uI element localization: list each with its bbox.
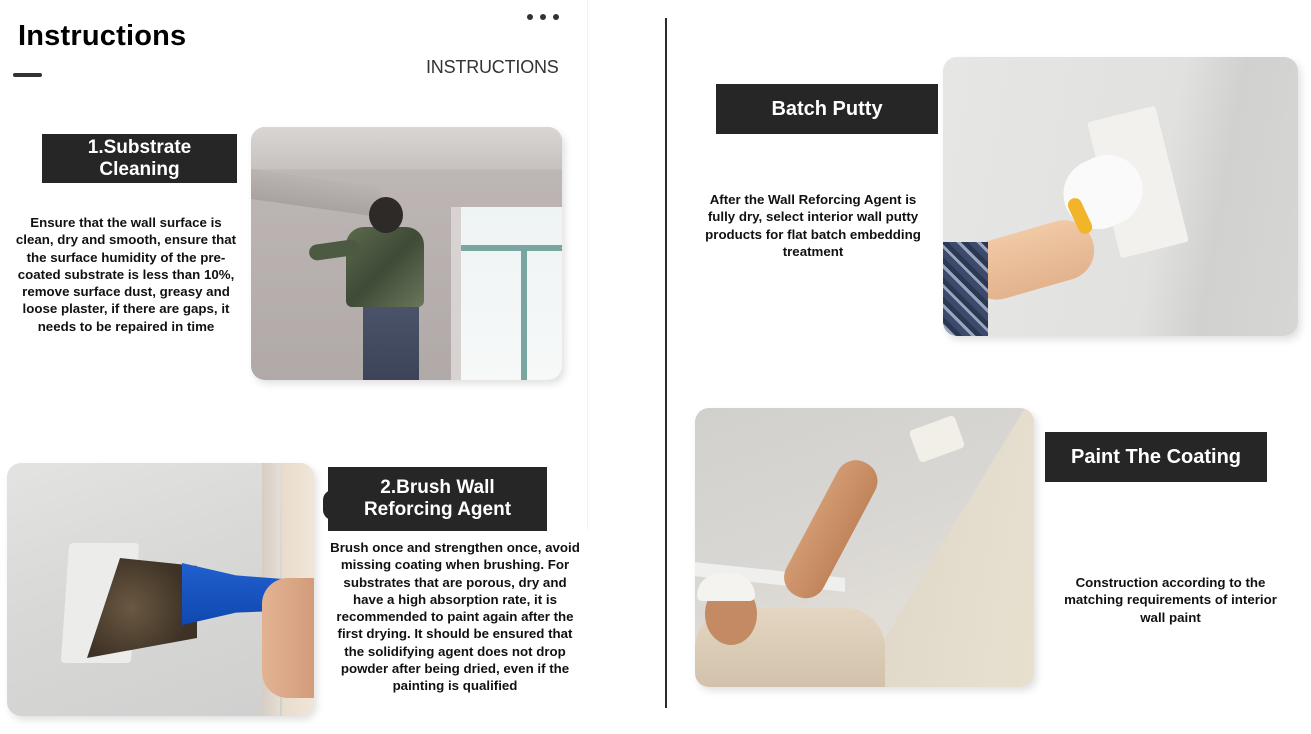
step-1-label-line2: Cleaning (99, 158, 180, 180)
panel-edge (587, 0, 588, 530)
hand (262, 578, 314, 698)
plaid-sleeve (943, 242, 988, 336)
step-2-label-line2: Reforcing Agent (363, 499, 512, 520)
title-underline (13, 73, 42, 77)
step-3-label-text: Batch Putty (771, 97, 883, 120)
step-4-label (1045, 432, 1267, 482)
worker-head (369, 197, 403, 233)
step-4-description: Construction according to the matching requirements of interior wall paint (1064, 575, 1277, 625)
dot (553, 14, 559, 20)
step-1-photo-worker-cleaning-wall (251, 127, 562, 380)
step-3-description: After the Wall Reforcing Agent is fully dry, select interior wall putty products for flat batch embedding treatment (705, 192, 921, 259)
window-frame (461, 245, 562, 251)
step-3-photo-trowel-putty (943, 57, 1298, 336)
step-1-label (42, 134, 237, 183)
section-subtitle: INSTRUCTIONS (426, 57, 559, 77)
window-frame (521, 251, 527, 380)
worker-torso (346, 227, 424, 307)
beam (251, 169, 381, 217)
step-2-label (328, 467, 547, 531)
window (451, 207, 562, 380)
step-1-description: Ensure that the wall surface is clean, dry and smooth, ensure that the surface humidity of the pre-coated substrate is less than 10%, remove surface dust, greasy and loose plaster, if there are gaps, it needs to be repaired in time (15, 215, 237, 334)
step-2-description: Brush once and strengthen once, avoid missing coating when brushing. For substrates that are porous, dry and have a high absorption rate, it is recommended to paint again after the first drying. It should be ensured that the solidifying agent does not drop powder after being dried, even if the painting is qualified (330, 540, 580, 694)
dot (527, 14, 533, 20)
more-options-icon[interactable] (527, 10, 559, 24)
page-title: Instructions (18, 20, 187, 52)
step-1-label-line1: 1.Substrate (87, 136, 192, 158)
ceiling (251, 127, 562, 169)
vertical-divider (665, 18, 667, 708)
worker-legs (363, 305, 419, 380)
step-4-label-text: Paint The Coating (1071, 445, 1241, 468)
step-4-photo-painter (695, 408, 1034, 687)
paint-brush (909, 415, 966, 463)
painter-cap (697, 573, 755, 601)
step-2-label-line1: 2.Brush Wall (380, 477, 495, 499)
step-2-photo-putty-knife (7, 463, 314, 716)
dot (540, 14, 546, 20)
step-3-label (716, 84, 938, 134)
